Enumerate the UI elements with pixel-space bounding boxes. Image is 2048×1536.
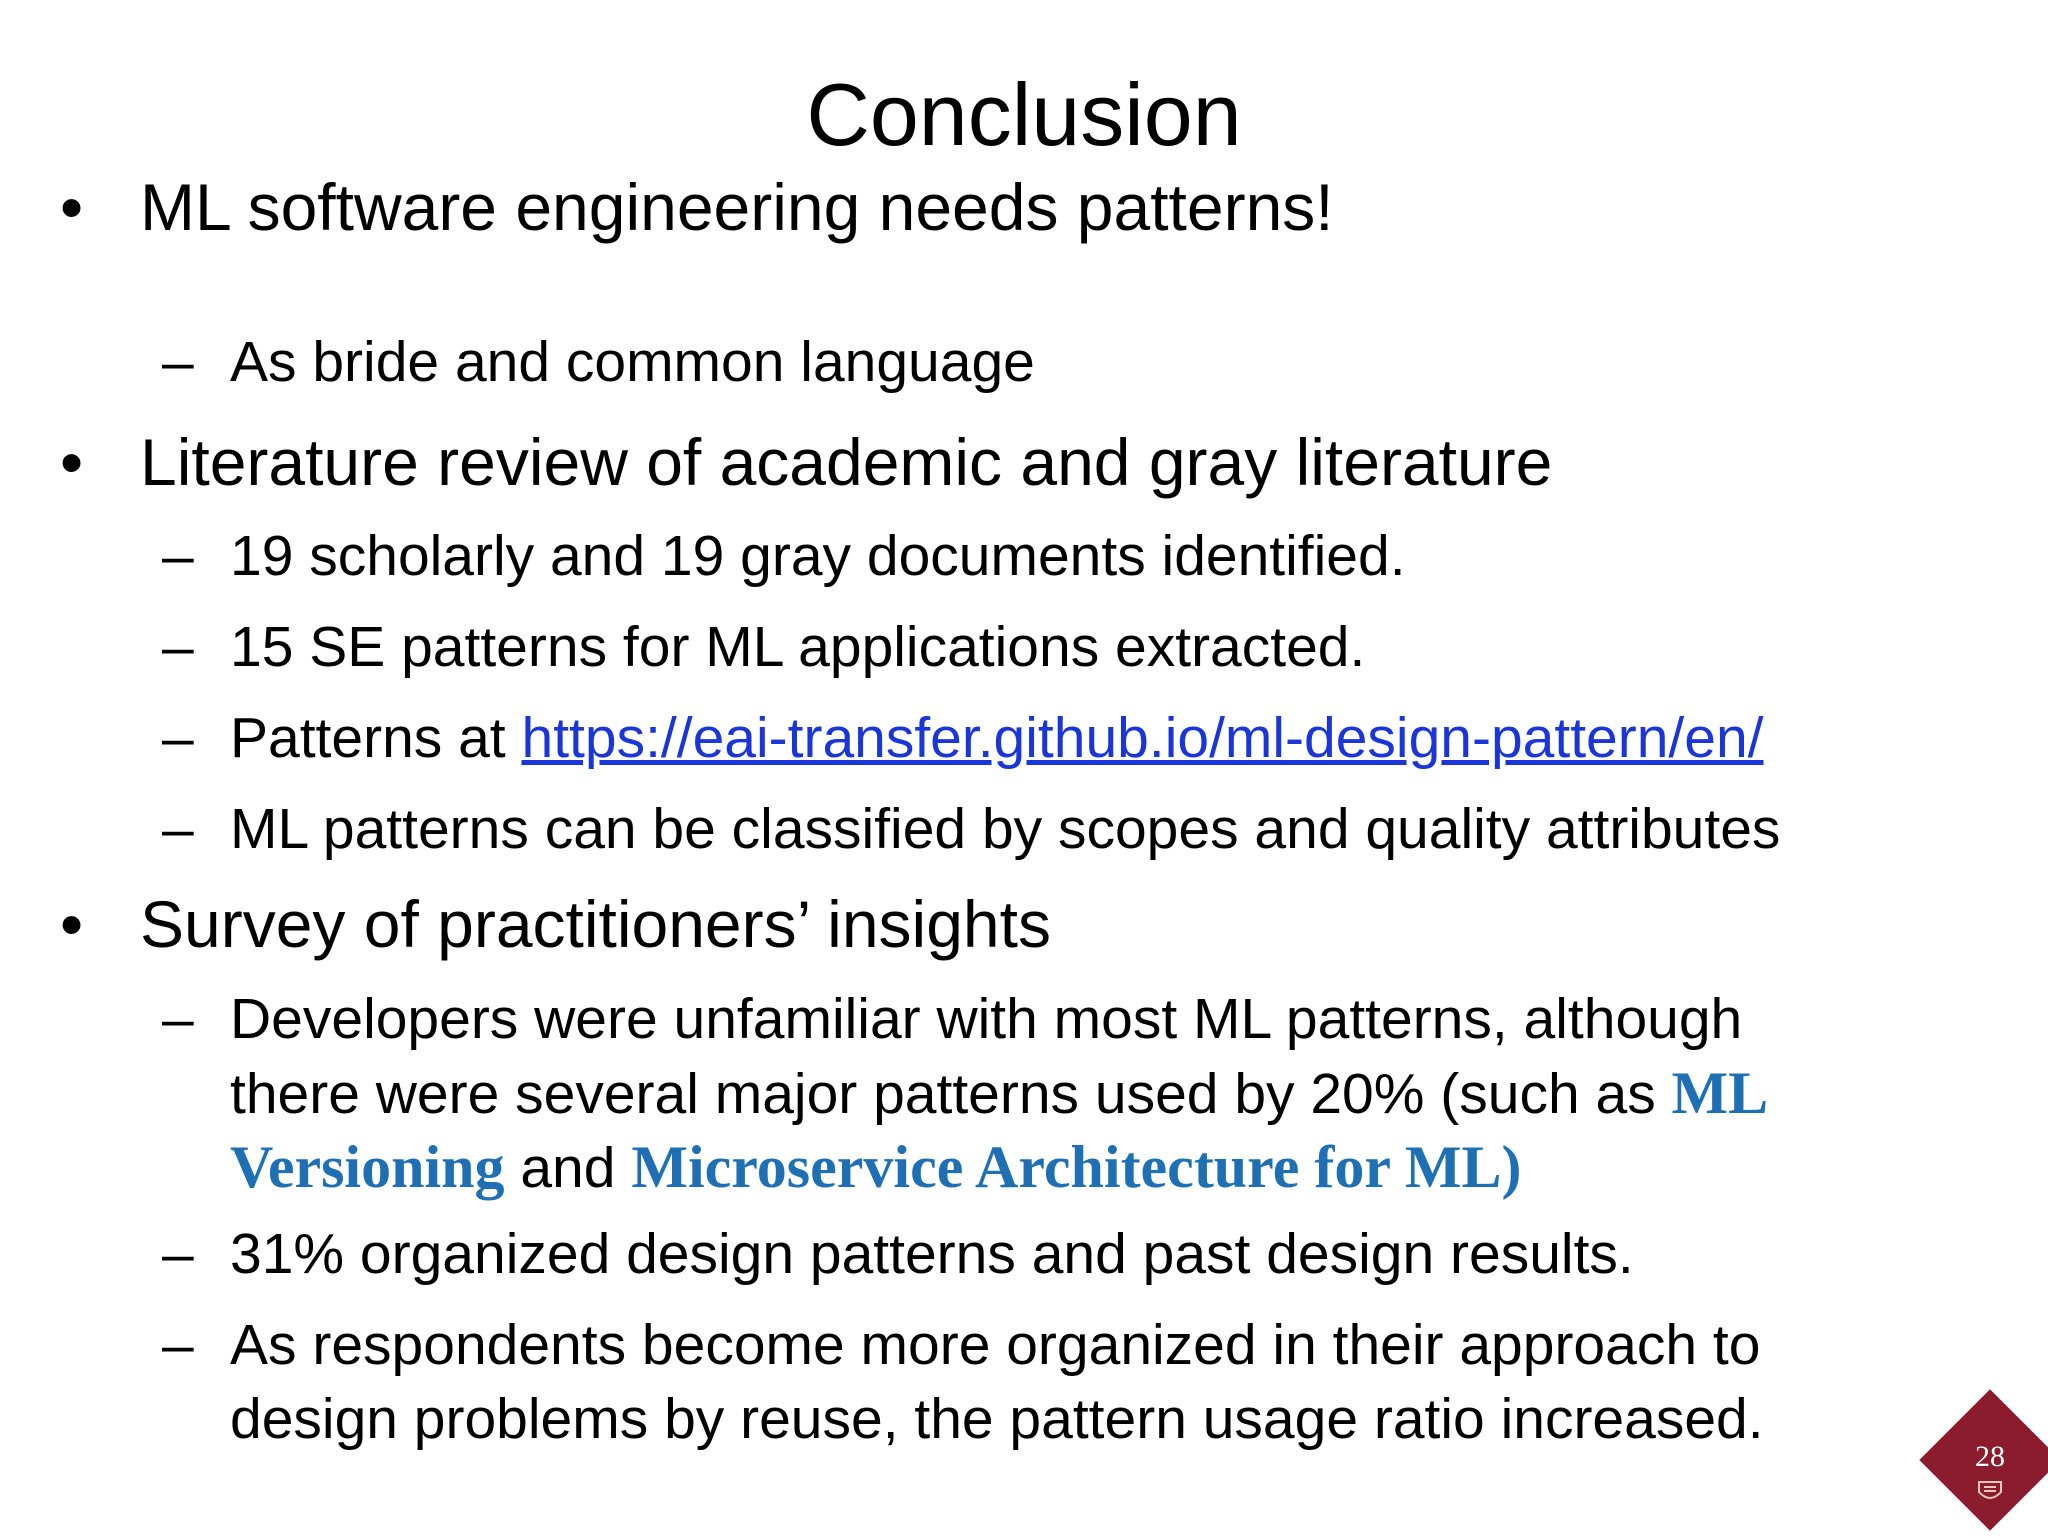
dash-mark: – [162,1222,194,1286]
bullet-item [60,422,1553,502]
highlight-microservice: Microservice Architecture for ML) [631,1134,1522,1200]
sub-bullet-text: design problems by reuse, the pattern usage ratio increased. [230,1387,1764,1451]
sub-bullet-text: 31% organized design patterns and past design results. [230,1222,1634,1286]
sub-bullet-continuation [230,1056,1768,1131]
sub-bullet-text: As respondents become more organized in their approach to [230,1313,1761,1377]
sub-bullet-continuation [230,1130,1522,1205]
sub-bullet-item [162,610,1366,684]
university-seal-icon [1975,1478,2005,1504]
dash-mark: – [162,1313,194,1377]
page-number: 28 [1975,1440,2005,1473]
sub-bullet-text: Patterns at [230,706,506,770]
bullet-item [60,884,1051,964]
dash-mark: – [162,987,194,1051]
bullet-item [60,167,1334,247]
bullet-text: Survey of practitioners’ insights [140,887,1051,961]
dash-mark: – [162,706,194,770]
bullet-text: Literature review of academic and gray literature [140,425,1553,499]
sub-bullet-text: ML patterns can be classified by scopes and quality attributes [230,797,1781,861]
sub-bullet-item [162,701,1764,775]
bullet-text: ML software engineering needs patterns! [140,170,1334,244]
sub-bullet-text: As bride and common language [230,330,1035,394]
conjunction-text: and [520,1136,616,1200]
sub-bullet-item [162,1308,1761,1382]
sub-bullet-item [162,519,1406,593]
slide-title: Conclusion [806,65,1242,164]
sub-bullet-item [162,1217,1634,1291]
sub-bullet-text: there were several major patterns used by 20% (such as [230,1062,1656,1126]
sub-bullet-item [162,982,1743,1056]
sub-bullet-text: Developers were unfamiliar with most ML patterns, although [230,987,1743,1051]
sub-bullet-item [162,792,1781,866]
highlight-ml: ML [1671,1060,1769,1126]
bullet-mark: • [60,425,84,499]
patterns-link[interactable]: https://eai-transfer.github.io/ml-design-pattern/en/ [521,706,1764,770]
bullet-mark: • [60,170,84,244]
sub-bullet-text: 15 SE patterns for ML applications extracted. [230,615,1366,679]
bullet-mark: • [60,887,84,961]
dash-mark: – [162,330,194,394]
sub-bullet-continuation [230,1382,1764,1456]
sub-bullet-item [162,325,1035,399]
dash-mark: – [162,797,194,861]
highlight-versioning: Versioning [230,1134,505,1200]
sub-bullet-text: 19 scholarly and 19 gray documents identified. [230,524,1406,588]
dash-mark: – [162,615,194,679]
dash-mark: – [162,524,194,588]
